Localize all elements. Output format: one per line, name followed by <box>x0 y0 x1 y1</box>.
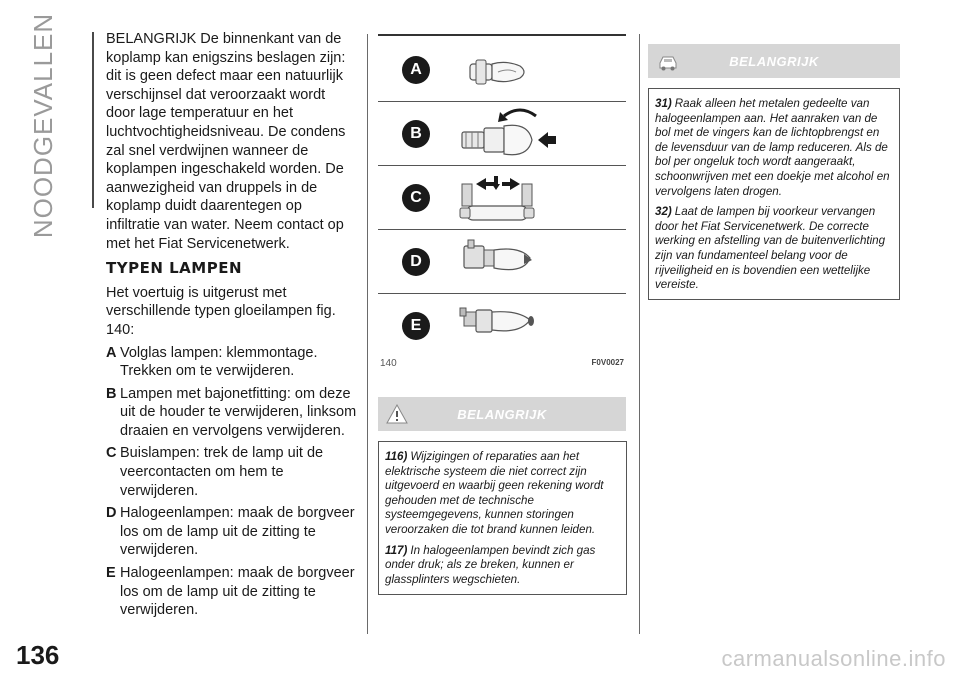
figure-caption <box>378 358 626 372</box>
halogen-h7-bulb-icon <box>458 298 618 356</box>
warning-box <box>378 441 627 595</box>
bulb-type-text: Halogeenlampen: maak de borgveer los om de lamp uit de zitting te verwijderen. <box>120 505 355 559</box>
page-number: 136 <box>16 640 60 670</box>
bulb-type-item <box>106 344 358 381</box>
warning-header <box>648 44 900 78</box>
section-intro: Het voertuig is uitgerust met verschillende typen gloeilampen fig. 140: <box>106 284 336 338</box>
figure-code: F0V0027 <box>591 358 624 367</box>
bayonet-bulb-icon <box>458 106 618 164</box>
warning-box <box>648 88 900 300</box>
figure-label-b: B <box>402 120 430 148</box>
section-heading: TYPEN LAMPEN <box>106 259 242 278</box>
warning-item <box>385 544 620 588</box>
warning-item-number: 116) <box>385 450 408 463</box>
warning-item-text: In halogeenlampen bevindt zich gas onder druk; als ze breken, kunnen er glassplinters wegschieten. <box>385 543 596 586</box>
halogen-h4-bulb-icon <box>458 234 618 292</box>
warning-title: BELANGRIJK <box>457 406 547 422</box>
section-side-label <box>14 12 74 238</box>
bulb-type-key: D <box>106 505 117 522</box>
bulb-type-text: Lampen met bajonetfitting: om deze uit de houder te verwijderen, linksom draaien en vervolgens verwijderen. <box>120 385 357 439</box>
festoon-bulb-icon <box>458 170 618 228</box>
side-rule <box>92 32 94 208</box>
figure-number: 140 <box>380 358 397 369</box>
figure-row-e <box>378 294 626 358</box>
figure-row-b <box>378 102 626 166</box>
bulb-type-item <box>106 564 358 620</box>
section-side-label-text: NOODGEVALLEN <box>28 12 59 238</box>
warning-header <box>378 397 626 431</box>
intro-paragraph: BELANGRIJK De binnenkant van de koplamp kan enigszins beslagen zijn: dit is geen defect maar een natuurlijk verschijnsel dat veroorzaakt wordt door lage temperatuur en het luchtvochtigheidsniveau. De condens zal snel verdwijnen wanneer de koplampen ingeschakeld worden. De aanwezigheid van druppels in de koplamp duidt daarentegen op infiltratie van water. Neem contact op met het Fiat Servicenetwerk. <box>106 31 346 252</box>
bulb-type-key: A <box>106 344 117 361</box>
figure-bulb-types <box>378 34 626 370</box>
figure-label-c: C <box>402 184 430 212</box>
warning-item-text: Wijzigingen of reparaties aan het elektrische systeem die niet correct zijn uitgevoerd en waarbij geen rekening wordt gehouden met de technische systeemgegevens, kunnen storingen veroorzaken die tot brand kunnen leiden. <box>385 450 604 536</box>
warning-item-text: Raak alleen het metalen gedeelte van halogeenlampen aan. Het aanraken van de bol met de vingers kan de lichtopbrengst en de levensduur van de lamp reduceren. Als de bol per ongeluk toch wordt aangeraakt, schoonwrijven met een doekje met alcohol en vervolgens laten drogen. <box>655 97 890 198</box>
warning-title: BELANGRIJK <box>729 53 819 69</box>
bulb-type-text: Buislampen: trek de lamp uit de veercontacten om hem te verwijderen. <box>120 445 324 499</box>
figure-row-c <box>378 166 626 230</box>
bulb-type-item <box>106 385 358 441</box>
figure-label-d: D <box>402 248 430 276</box>
column-divider <box>367 34 368 634</box>
warning-triangle-icon <box>386 404 408 424</box>
car-warning-icon <box>656 51 680 73</box>
bulb-type-key: E <box>106 565 116 582</box>
bulb-type-item <box>106 504 358 560</box>
warning-item-number: 117) <box>385 543 408 557</box>
figure-row-a <box>378 38 626 102</box>
warning-item <box>385 450 620 538</box>
warning-item <box>655 205 893 293</box>
bulb-type-key: C <box>106 445 117 462</box>
bulb-type-key: B <box>106 385 117 402</box>
warning-item-number: 32) <box>655 205 672 219</box>
bulb-type-text: Halogeenlampen: maak de borgveer los om de lamp uit de zitting te verwijderen. <box>120 565 355 619</box>
warning-item-text: Laat de lampen bij voorkeur vervangen door het Fiat Servicenetwerk. De correcte werking en afstelling van de buitenverlichting zijn van fundamenteel belang voor de rijveiligheid en is bovendien een wettelijke vereiste. <box>655 205 886 292</box>
figure-label-a: A <box>402 56 430 84</box>
wedge-bulb-icon <box>458 42 618 98</box>
main-text-column <box>106 30 358 624</box>
watermark: carmanualsonline.info <box>721 646 946 671</box>
bulb-type-item <box>106 444 358 500</box>
figure-row-d <box>378 230 626 294</box>
warning-item <box>655 97 893 199</box>
warning-item-number: 31) <box>655 97 672 110</box>
column-divider <box>639 34 640 634</box>
figure-label-e: E <box>402 312 430 340</box>
bulb-type-text: Volglas lampen: klemmontage. Trekken om te verwijderen. <box>120 344 318 380</box>
